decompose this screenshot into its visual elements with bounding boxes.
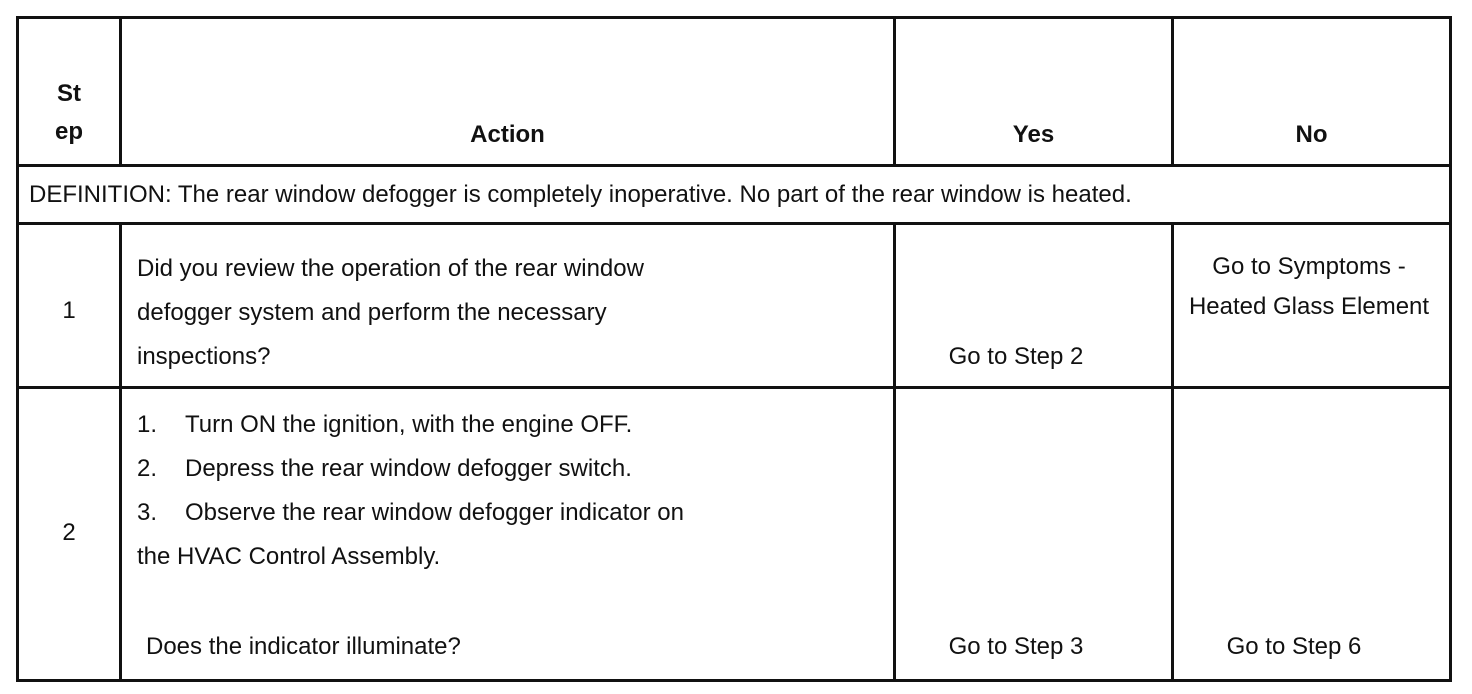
column-divider <box>1171 19 1174 167</box>
no-result: Go to Step 6 <box>1226 633 1362 660</box>
column-divider <box>893 19 896 167</box>
header-step-label: St ep <box>54 80 83 145</box>
list-number: 2. <box>137 455 158 482</box>
column-divider <box>119 389 122 679</box>
list-item <box>137 447 837 491</box>
table-header-row <box>19 19 1449 167</box>
column-divider <box>1171 389 1174 679</box>
column-divider <box>893 225 896 389</box>
column-divider <box>893 389 896 679</box>
diagnostic-table <box>16 16 1452 682</box>
list-item <box>137 491 837 535</box>
no-result: Go to Symptoms - Heated Glass Element <box>1188 253 1430 320</box>
yes-result: Go to Step 3 <box>948 633 1084 660</box>
header-no: No <box>1295 121 1328 148</box>
table-row <box>19 389 1449 679</box>
list-text: Observe the rear window defogger indicator on <box>185 499 684 526</box>
action-steps <box>137 403 837 535</box>
column-divider <box>119 225 122 389</box>
step-number: 1 <box>62 297 76 324</box>
action-continuation: the HVAC Control Assembly. <box>137 543 441 570</box>
header-action: Action <box>470 121 545 148</box>
list-number: 1. <box>137 411 158 438</box>
list-text: Turn ON the ignition, with the engine OFF. <box>185 411 633 438</box>
definition-row <box>19 167 1449 225</box>
definition-text: DEFINITION: The rear window defogger is completely inoperative. No part of the rear window is heated. <box>29 181 1132 208</box>
header-yes: Yes <box>1012 121 1055 148</box>
list-text: Depress the rear window defogger switch. <box>185 455 632 482</box>
action-text: Did you review the operation of the rear window defogger system and perform the necessary inspections? <box>137 255 644 370</box>
list-item <box>137 403 837 447</box>
column-divider <box>119 19 122 167</box>
column-divider <box>1171 225 1174 389</box>
step-number: 2 <box>62 519 76 546</box>
yes-result: Go to Step 2 <box>948 343 1084 370</box>
action-question: Does the indicator illuminate? <box>146 633 461 660</box>
list-number: 3. <box>137 499 158 526</box>
action-list <box>137 403 837 579</box>
table-row <box>19 225 1449 389</box>
header-step <box>19 75 119 151</box>
